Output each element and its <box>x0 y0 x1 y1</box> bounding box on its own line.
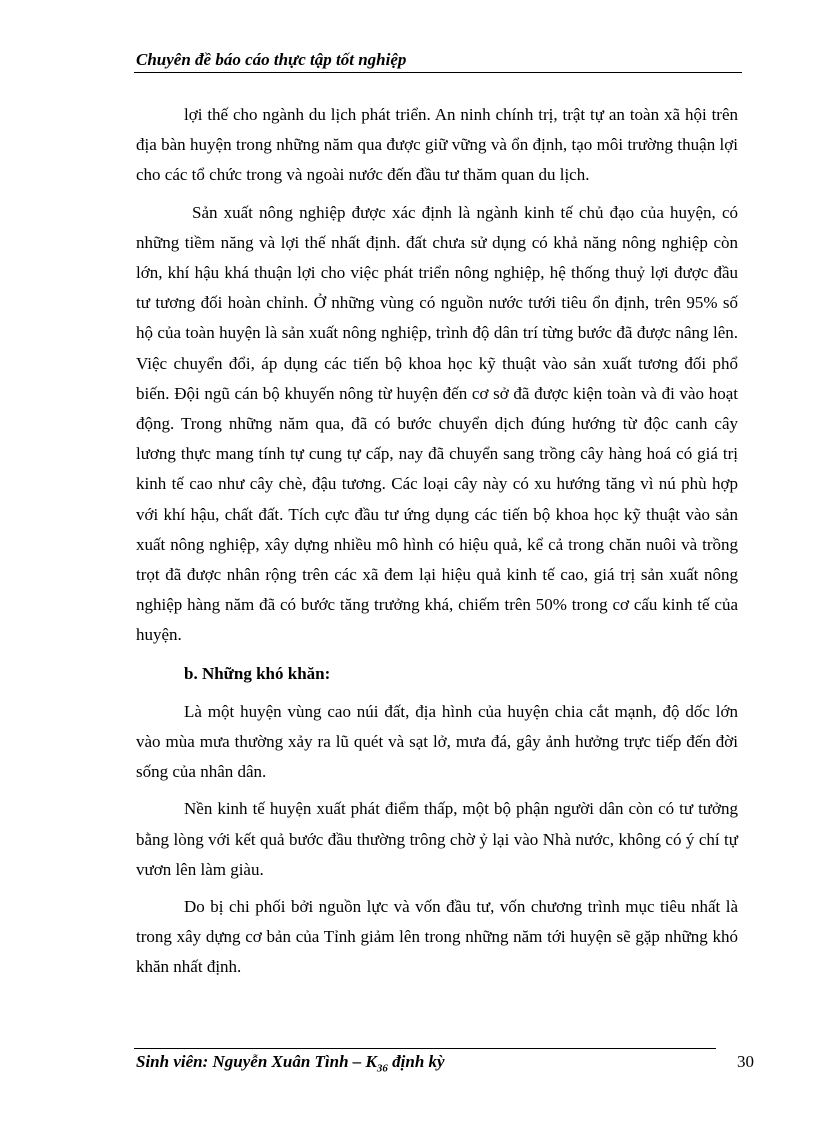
footer-student-info <box>136 1052 445 1074</box>
footer-divider <box>134 1048 716 1049</box>
footer-class-subscript: 36 <box>376 1062 388 1075</box>
document-body <box>136 100 738 990</box>
header-divider <box>134 72 742 73</box>
section-heading-difficulties: b. Những khó khăn: <box>184 663 331 683</box>
footer-class-suffix: định kỳ <box>387 1052 445 1071</box>
paragraph-economy: Nền kinh tế huyện xuất phát điểm thấp, một bộ phận người dân còn có tư tưởng bằng lòng với kết quả bước đầu thường trông chờ ỷ lại vào Nhà nước, không có ý chí tự vươn lên làm giàu. <box>136 799 738 879</box>
footer-student-label: Sinh viên: Nguyễn Xuân Tình – K <box>136 1052 377 1071</box>
paragraph-agriculture: Sản xuất nông nghiệp được xác định là ngành kinh tế chủ đạo của huyện, có những tiềm năng và lợi thế nhất định. đất chưa sử dụng có khả năng nông nghiệp còn lớn, khí hậu khá thuận lợi cho việc phát triển nông nghiệp, hệ thống thuỷ lợi được đầu tư tương đối hoàn chỉnh. Ở những vùng có nguồn nước tưới tiêu ổn định, trên 95% số hộ của toàn huyện là sản xuất nông nghiệp, trình độ dân trí từng bước đã được nâng lên. Việc chuyển đổi, áp dụng các tiến bộ khoa học kỹ thuật vào sản xuất tương đối phổ biến. Đội ngũ cán bộ khuyến nông từ huyện đến cơ sở đã được kiện toàn và đi vào hoạt động. Trong những năm qua, đã có bước chuyển dịch đúng hướng từ độc canh cây lương thực mang tính tự cung tự cấp, nay đã chuyển sang trồng cây hàng hoá có giá trị kinh tế cao như cây chè, đậu tương. Các loại cây này có xu hướng tăng vì nú phù hợp với khí hậu, chất đất. Tích cực đầu tư ứng dụng các tiến bộ khoa học kỹ thuật vào sản xuất nông nghiệp, xây dựng nhiều mô hình có hiệu quả, kể cả trong chăn nuôi và trồng trọt đã được nhân rộng trên các xã đem lại hiệu quả kinh tế cao, giá trị sản xuất nông nghiệp hàng năm đã có bước tăng trưởng khá, chiếm trên 50% trong cơ cấu kinh tế của huyện. <box>136 202 738 645</box>
paragraph-investment: Do bị chi phối bởi nguồn lực và vốn đầu tư, vốn chương trình mục tiêu nhất là trong xây dựng cơ bản của Tỉnh giảm lên trong những năm tới huyện sẽ gặp những khó khăn nhất định. <box>136 897 738 977</box>
header-title: Chuyên đề báo cáo thực tập tốt nghiệp <box>136 50 407 69</box>
paragraph-terrain: Là một huyện vùng cao núi đất, địa hình của huyện chia cắt mạnh, độ dốc lớn vào mùa mưa thường xảy ra lũ quét và sạt lở, mưa đá, gây ảnh hưởng trực tiếp đến đời sống của nhân dân. <box>136 701 738 782</box>
page-number: 30 <box>737 1052 754 1071</box>
paragraph-continuation: lợi thế cho ngành du lịch phát triển. An ninh chính trị, trật tự an toàn xã hội trên địa bàn huyện trong những năm qua được giữ vững và ổn định, tạo môi trường thuận lợi cho các tổ chức trong và ngoài nước đến đầu tư thăm quan du lịch. <box>136 105 738 185</box>
